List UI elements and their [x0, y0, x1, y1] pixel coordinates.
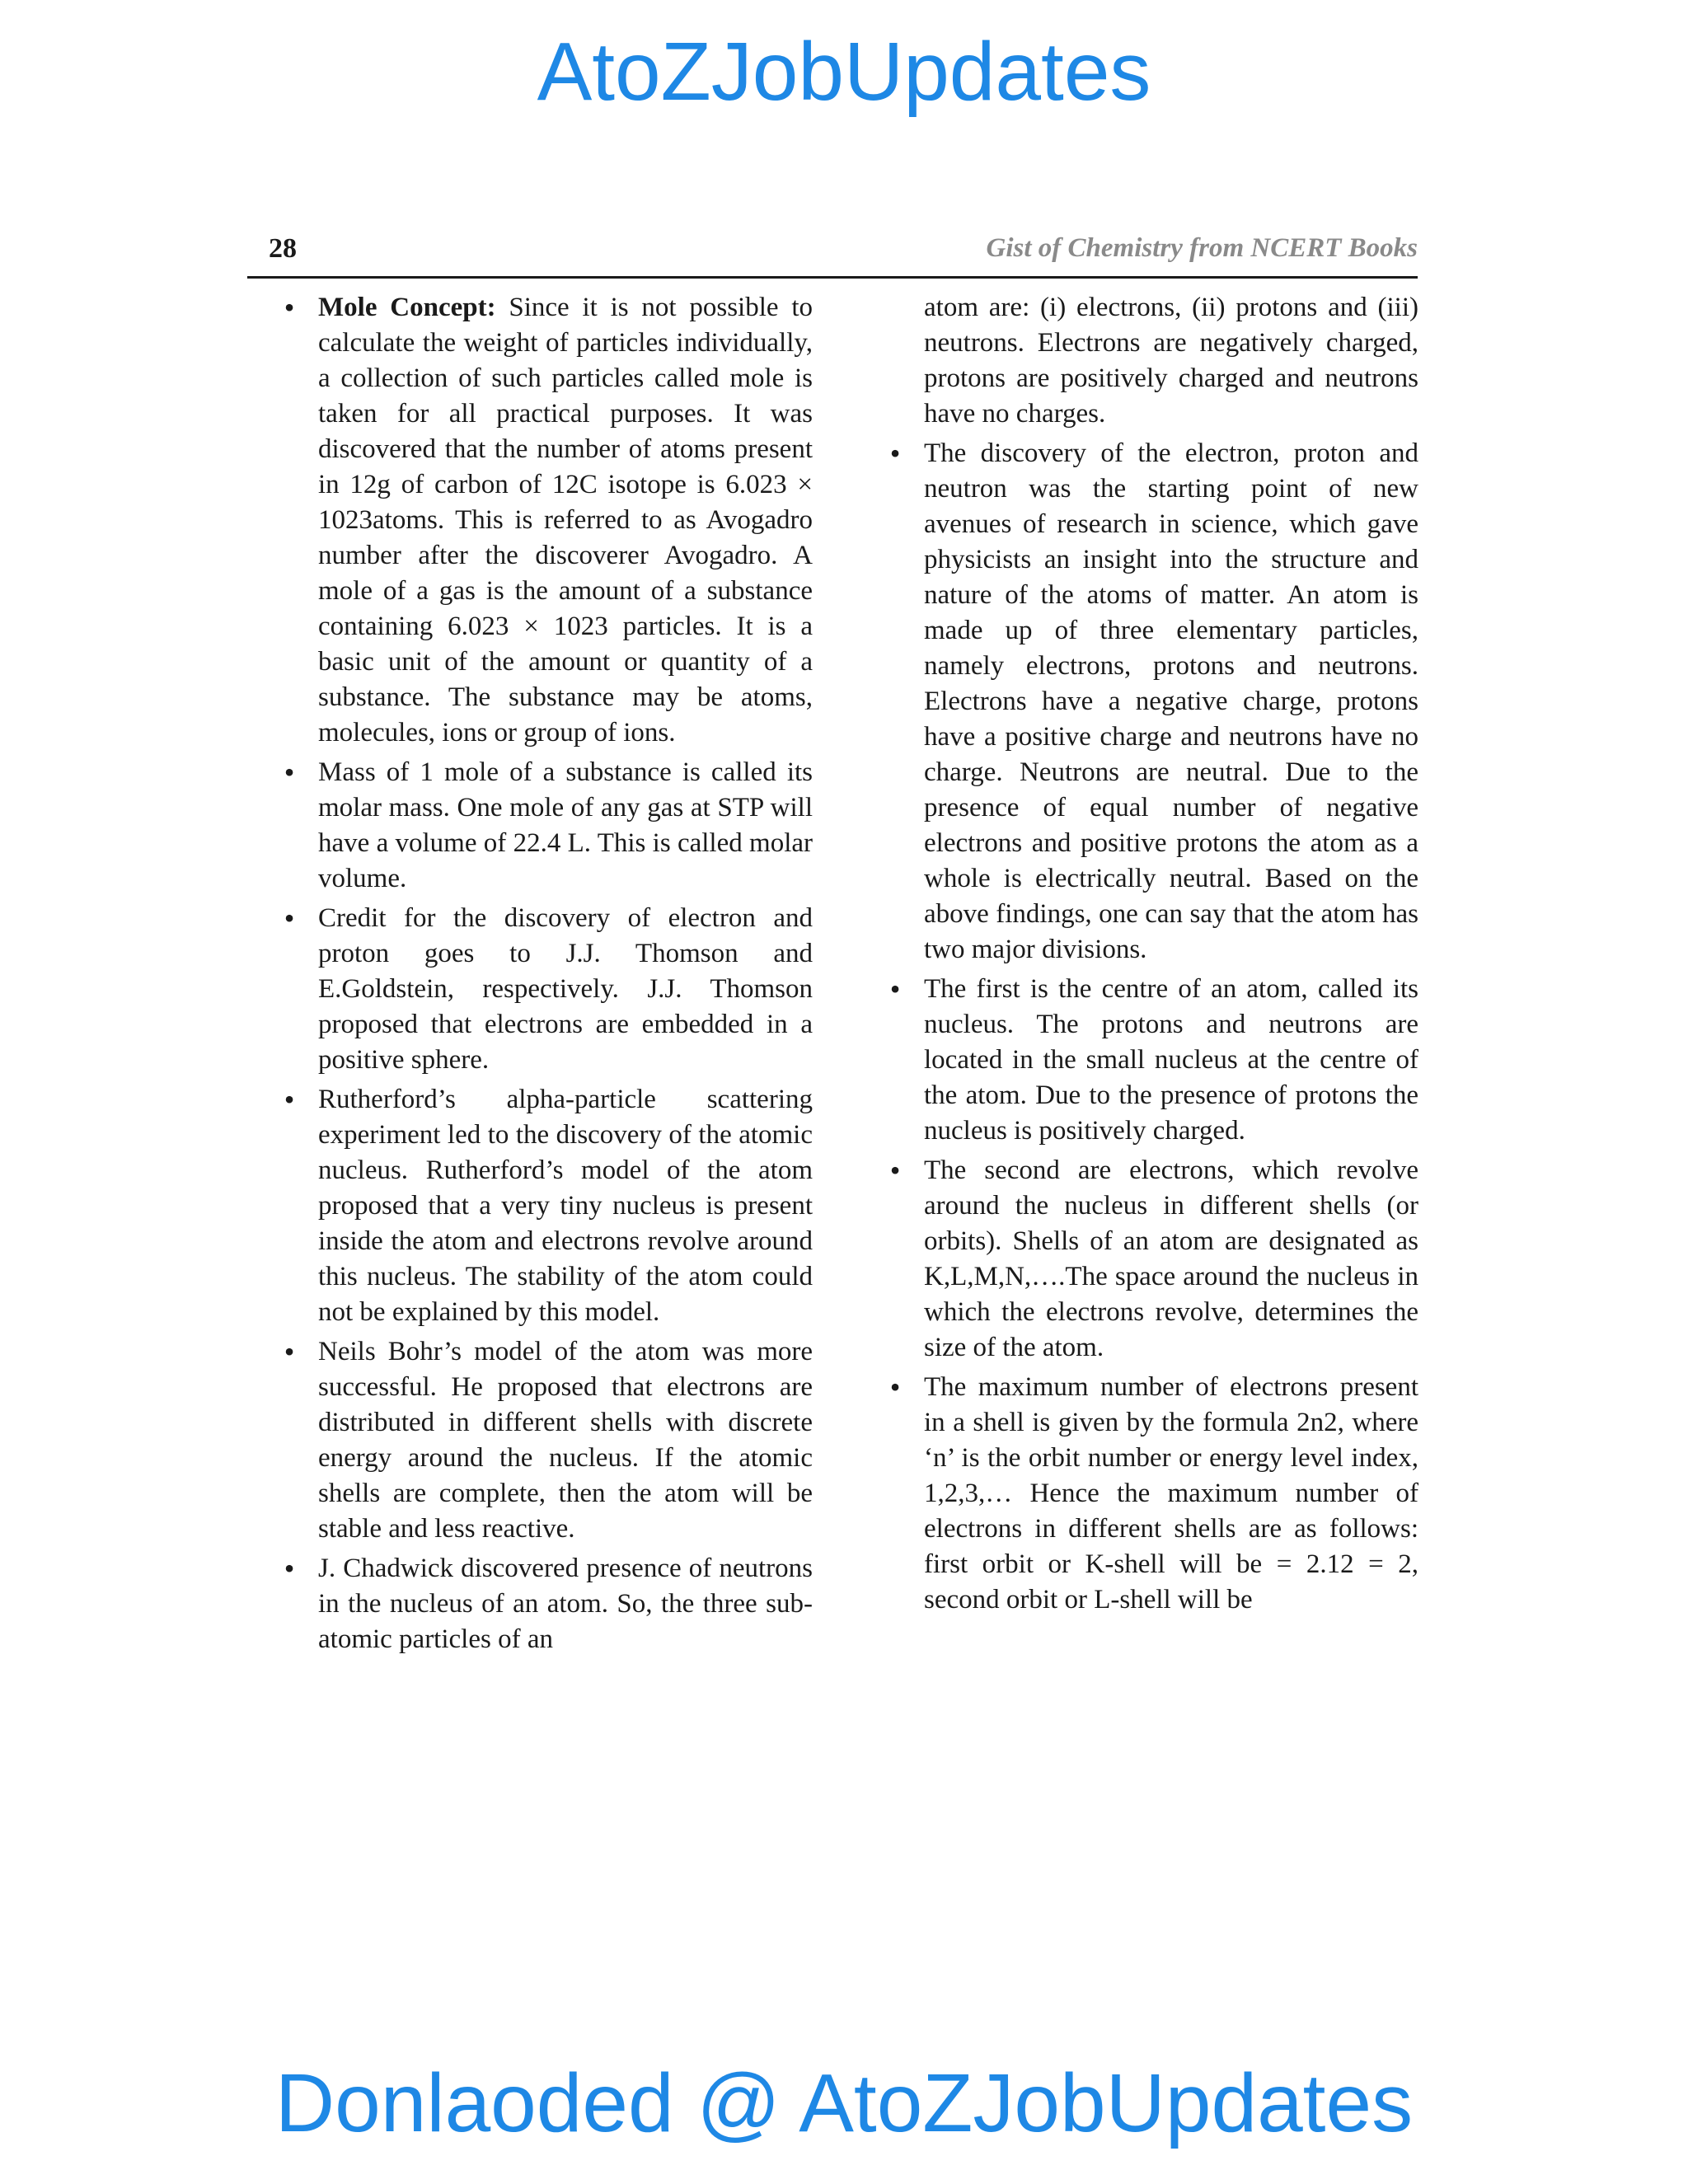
list-item	[889, 1153, 1418, 1366]
list-item	[889, 1370, 1418, 1618]
list-item	[284, 1551, 813, 1657]
bullet-icon: •	[284, 1335, 295, 1368]
term-heading: Mole Concept:	[318, 293, 496, 322]
paragraph-text: Credit for the discovery of electron and proton goes to J.J. Thomson and E.Goldstein, respectively. J.J. Thomson proposed that electrons are embedded in a positive sphere.	[318, 903, 813, 1075]
paragraph-text: Since it is not possible to calculate the weight of particles individually, a collection of such particles called mole is taken for all practical purposes. It was discovered that the number of atoms present in 12g of carbon of 12C isotope is 6.023 × 1023atoms. This is referred to as Avogadro number after the discoverer Avogadro. A mole of a gas is the amount of a substance containing 6.023 × 1023 particles. It is a basic unit of the amount or quantity of a substance. The substance may be atoms, molecules, ions or group of ions.	[318, 293, 814, 748]
left-column	[284, 290, 814, 1661]
paragraph-text: The second are electrons, which revolve around the nucleus in different shells (or orbits). Shells of an atom are designated as K,L,M,N,….The space around the nucleus in which the electrons revolve, determines the size of the atom.	[924, 1155, 1418, 1362]
bullet-icon: •	[284, 291, 295, 324]
list-item	[284, 290, 814, 751]
paragraph-text: J. Chadwick discovered presence of neutrons in the nucleus of an atom. So, the three sub-atomic particles of an	[318, 1554, 813, 1654]
list-item	[284, 1082, 813, 1330]
bullet-icon: •	[889, 1371, 901, 1404]
paragraph-text: The maximum number of electrons present in a shell is given by the formula 2n2, where ‘n’ is the orbit number or energy level index, 1,2,3,… Hence the maximum number of electrons in different shells are as follows: first orbit or K-shell will be = 2.12 = 2, second orbit or L-shell will be	[924, 1372, 1418, 1615]
list-item	[889, 436, 1418, 968]
right-column	[889, 290, 1418, 1622]
paragraph-text: Neils Bohr’s model of the atom was more successful. He proposed that electrons are distributed in different shells with discrete energy around the nucleus. If the atomic shells are complete, then the atom will be stable and less reactive.	[318, 1337, 813, 1544]
right-bullet-list	[889, 436, 1418, 1618]
list-item	[889, 972, 1418, 1149]
header-rule	[247, 276, 1418, 279]
running-title: Gist of Chemistry from NCERT Books	[986, 233, 1418, 263]
bullet-icon: •	[889, 437, 901, 470]
list-item	[284, 901, 813, 1078]
bullet-icon: •	[284, 902, 295, 935]
bullet-icon: •	[284, 1083, 295, 1116]
watermark-bottom: Donlaoded @ AtoZJobUpdates	[274, 2057, 1414, 2149]
paragraph-text: The first is the centre of an atom, called its nucleus. The protons and neutrons are located in the small nucleus at the centre of the atom. Due to the presence of protons the nucleus is positively charged.	[924, 974, 1418, 1146]
paragraph-text: Rutherford’s alpha-particle scattering experiment led to the discovery of the atomic nucleus. Rutherford’s model of the atom proposed that a very tiny nucleus is present inside the atom and electrons revolve around this nucleus. The stability of the atom could not be explained by this model.	[318, 1085, 813, 1327]
paragraph-text: Mass of 1 mole of a substance is called its molar mass. One mole of any gas at STP will have a volume of 22.4 L. This is called molar volume.	[318, 757, 813, 893]
page-number: 28	[269, 233, 297, 264]
bullet-icon: •	[284, 756, 295, 789]
left-bullet-list	[284, 290, 814, 1657]
bullet-icon: •	[889, 972, 901, 1005]
page-header	[247, 233, 1418, 274]
watermark-top: AtoZJobUpdates	[537, 26, 1151, 118]
bullet-icon: •	[284, 1552, 295, 1585]
continued-paragraph: atom are: (i) electrons, (ii) protons and (iii) neutrons. Electrons are negatively charged, protons are positively charged and neutrons have no charges.	[924, 293, 1418, 429]
list-item	[284, 755, 813, 897]
paragraph-text: The discovery of the electron, proton and neutron was the starting point of new avenues of research in science, which gave physicists an insight into the structure and nature of the atoms of matter. An atom is made up of three elementary particles, namely electrons, protons and neutrons. Electrons have a negative charge, protons have a positive charge and neutrons have no charge. Neutrons are neutral. Due to the presence of equal number of negative electrons and positive protons the atom as a whole is electrically neutral. Based on the above findings, one can say that the atom has two major divisions.	[924, 438, 1418, 964]
bullet-icon: •	[889, 1154, 901, 1187]
list-item	[284, 1334, 813, 1547]
